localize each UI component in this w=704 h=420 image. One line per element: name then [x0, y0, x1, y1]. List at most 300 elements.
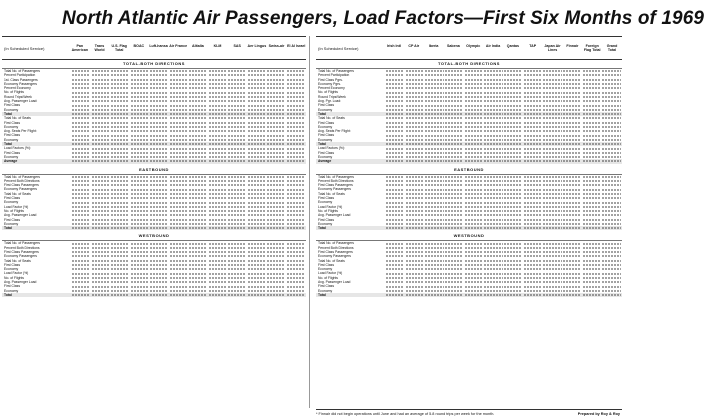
table-cell [386, 143, 404, 145]
table-cell [543, 277, 561, 279]
table-cell [131, 92, 149, 94]
table-cell [386, 273, 404, 275]
table-cell [406, 83, 424, 85]
table-cell [248, 92, 266, 94]
table-cell [543, 148, 561, 150]
table-cell [504, 210, 522, 212]
table-cell [267, 126, 285, 128]
table-cell [543, 223, 561, 225]
table-cell [170, 260, 188, 262]
row-label: Avg. Passenger Load [4, 280, 37, 285]
table-cell [543, 113, 561, 115]
table-cell [524, 92, 542, 94]
table-cell [602, 126, 620, 128]
table-cell [209, 202, 227, 204]
table-cell [267, 180, 285, 182]
table-cell [72, 143, 90, 145]
table-cell [583, 214, 601, 216]
table-cell [602, 148, 620, 150]
table-cell [209, 294, 227, 296]
table-cell [72, 268, 90, 270]
table-cell [170, 251, 188, 253]
table-cell [465, 92, 483, 94]
table-cell [150, 117, 168, 119]
column-header: Olympic [466, 44, 481, 48]
table-cell [228, 105, 246, 107]
table-cell [72, 87, 90, 89]
table-cell [111, 79, 129, 81]
table-cell [131, 223, 149, 225]
table-cell [92, 152, 110, 154]
page-title: North Atlantic Air Passengers, Load Factors—First Six Months of 1969 [62, 8, 704, 29]
table-cell [92, 219, 110, 221]
table-cell [189, 277, 207, 279]
table-cell [386, 139, 404, 141]
table-cell [267, 74, 285, 76]
table-cell [602, 100, 620, 102]
table-cell [602, 193, 620, 195]
table-cell [150, 156, 168, 158]
table-cell [602, 260, 620, 262]
table-cell [445, 135, 463, 137]
table-row [316, 226, 622, 230]
table-cell [583, 223, 601, 225]
table-cell [189, 92, 207, 94]
table-cell [209, 189, 227, 191]
table-cell [543, 92, 561, 94]
table-cell [445, 148, 463, 150]
table-cell [150, 273, 168, 275]
table-cell [248, 277, 266, 279]
table-cell [170, 96, 188, 98]
table-cell [209, 143, 227, 145]
table-cell [425, 264, 443, 266]
table-cell [524, 281, 542, 283]
table-cell [267, 206, 285, 208]
table-cell [524, 214, 542, 216]
table-cell [150, 264, 168, 266]
table-cell [465, 148, 483, 150]
table-cell [484, 105, 502, 107]
table-cell [131, 197, 149, 199]
table-cell [72, 176, 90, 178]
table-cell [406, 286, 424, 288]
table-cell [386, 202, 404, 204]
table-cell [425, 122, 443, 124]
table-cell [189, 143, 207, 145]
table-cell [131, 117, 149, 119]
table-cell [189, 135, 207, 137]
table-cell [72, 255, 90, 257]
table-cell [425, 96, 443, 98]
table-cell [484, 143, 502, 145]
table-cell [445, 268, 463, 270]
table-cell [504, 286, 522, 288]
table-cell [287, 210, 305, 212]
table-cell [72, 109, 90, 111]
table-cell [583, 189, 601, 191]
table-cell [386, 176, 404, 178]
table-cell [406, 79, 424, 81]
table-cell [170, 126, 188, 128]
table-cell [406, 122, 424, 124]
row-cells [72, 226, 306, 230]
table-cell [72, 210, 90, 212]
table-cell [484, 290, 502, 292]
table-cell [111, 227, 129, 229]
table-cell [484, 70, 502, 72]
table-cell [228, 197, 246, 199]
table-cell [72, 105, 90, 107]
table-cell [189, 148, 207, 150]
table-cell [386, 264, 404, 266]
table-cell [543, 219, 561, 221]
column-header: U.S. Flag Total [111, 44, 127, 52]
table-cell [209, 117, 227, 119]
table-cell [72, 243, 90, 245]
table-cell [267, 189, 285, 191]
table-cell [92, 74, 110, 76]
table-cell [386, 255, 404, 257]
table-cell [602, 87, 620, 89]
table-cell [209, 184, 227, 186]
table-cell [150, 268, 168, 270]
table-cell [111, 105, 129, 107]
table-cell [524, 202, 542, 204]
table-cell [445, 113, 463, 115]
table-cell [131, 70, 149, 72]
table-cell [465, 176, 483, 178]
table-cell [543, 206, 561, 208]
table-cell [111, 74, 129, 76]
table-cell [563, 223, 581, 225]
table-cell [484, 189, 502, 191]
table-cell [465, 79, 483, 81]
row-label: First Class [318, 262, 335, 267]
table-cell [131, 193, 149, 195]
table-cell [406, 176, 424, 178]
table-cell [425, 105, 443, 107]
table-cell [267, 83, 285, 85]
table-cell [267, 122, 285, 124]
table-cell [504, 193, 522, 195]
table-cell [92, 260, 110, 262]
table-cell [484, 214, 502, 216]
table-cell [267, 197, 285, 199]
table-cell [111, 206, 129, 208]
table-cell [189, 152, 207, 154]
table-cell [563, 152, 581, 154]
table-cell [504, 113, 522, 115]
table-cell [543, 290, 561, 292]
table-cell [543, 160, 561, 162]
table-cell [484, 113, 502, 115]
column-header: Grand Total [606, 44, 618, 52]
table-cell [92, 96, 110, 98]
table-cell [602, 294, 620, 296]
table-cell [524, 184, 542, 186]
table-cell [465, 281, 483, 283]
table-cell [583, 143, 601, 145]
table-cell [386, 260, 404, 262]
column-header: Finnair [566, 44, 579, 48]
table-cell [228, 243, 246, 245]
row-label: Economy Pgrs. [318, 81, 341, 86]
table-cell [484, 184, 502, 186]
table-cell [386, 74, 404, 76]
table-cell [425, 227, 443, 229]
table-cell [150, 202, 168, 204]
table-cell [189, 255, 207, 257]
row-label: Total No. of Seats [4, 191, 31, 196]
section-heading: WESTBOUND [2, 232, 306, 241]
table-cell [267, 247, 285, 249]
table-cell [131, 83, 149, 85]
table-cell [92, 251, 110, 253]
table-cell [150, 139, 168, 141]
section-heading: TOTAL-BOTH DIRECTIONS [2, 60, 306, 69]
table-cell [583, 255, 601, 257]
table-cell [543, 197, 561, 199]
table-cell [111, 255, 129, 257]
table-cell [484, 156, 502, 158]
table-cell [445, 255, 463, 257]
table-cell [72, 277, 90, 279]
table-cell [583, 184, 601, 186]
table-cell [602, 268, 620, 270]
table-cell [386, 206, 404, 208]
table-row [2, 226, 306, 230]
table-cell [267, 156, 285, 158]
table-cell [111, 202, 129, 204]
row-label: First Class Pgrs. [318, 77, 343, 82]
column-header: KLM [213, 44, 222, 48]
row-label: Total No. of Passengers [4, 69, 40, 73]
row-label: First Class [4, 262, 21, 267]
table-cell [465, 126, 483, 128]
table-cell [386, 117, 404, 119]
table-cell [111, 264, 129, 266]
table-cell [465, 227, 483, 229]
table-cell [583, 148, 601, 150]
table-cell [150, 214, 168, 216]
table-cell [386, 105, 404, 107]
table-cell [445, 193, 463, 195]
table-cell [287, 197, 305, 199]
row-label: Total No. of Seats [318, 116, 345, 121]
row-label: Total No. of Seats [4, 258, 31, 263]
table-cell [386, 184, 404, 186]
table-cell [248, 290, 266, 292]
table-cell [406, 96, 424, 98]
table-cell [524, 227, 542, 229]
table-cell [228, 290, 246, 292]
table-cell [445, 79, 463, 81]
table-cell [189, 251, 207, 253]
table-cell [445, 96, 463, 98]
table-cell [543, 70, 561, 72]
table-cell [111, 189, 129, 191]
table-cell [465, 152, 483, 154]
table-cell [170, 290, 188, 292]
table-cell [170, 273, 188, 275]
table-cell [170, 227, 188, 229]
table-cell [386, 96, 404, 98]
table-cell [543, 143, 561, 145]
table-cell [524, 152, 542, 154]
row-label: Load Factors (%): [4, 146, 31, 151]
table-cell [543, 96, 561, 98]
table-cell [543, 87, 561, 89]
table-cell [602, 109, 620, 111]
footnote [316, 409, 622, 418]
table-cell [287, 189, 305, 191]
table-cell [72, 206, 90, 208]
table-cell [563, 193, 581, 195]
table-cell [209, 100, 227, 102]
table-cell [484, 206, 502, 208]
row-label: Round Trips/Week [4, 94, 32, 99]
table-cell [484, 87, 502, 89]
table-cell [189, 223, 207, 225]
table-cell [563, 294, 581, 296]
table-cell [228, 122, 246, 124]
table-cell [504, 83, 522, 85]
table-cell [287, 286, 305, 288]
table-cell [92, 135, 110, 137]
table-cell [445, 227, 463, 229]
table-cell [602, 180, 620, 182]
table-cell [267, 268, 285, 270]
table-cell [72, 273, 90, 275]
table-cell [189, 189, 207, 191]
column-header: Qantas [506, 44, 519, 48]
table-cell [465, 160, 483, 162]
table-cell [406, 70, 424, 72]
row-label: Avg. Passenger Load [318, 280, 351, 285]
row-label: Load Factor (%) [4, 204, 29, 209]
table-cell [228, 219, 246, 221]
table-cell [150, 286, 168, 288]
table-cell [189, 122, 207, 124]
service-label: (In Scheduled Service) [4, 45, 45, 51]
table-cell [386, 135, 404, 137]
table-cell [465, 223, 483, 225]
table-cell [248, 83, 266, 85]
table-cell [248, 247, 266, 249]
table-cell [583, 290, 601, 292]
row-label: Percent Participation [4, 73, 36, 78]
table-cell [504, 255, 522, 257]
table-cell [504, 202, 522, 204]
table-cell [189, 273, 207, 275]
table-cell [111, 139, 129, 141]
table-cell [170, 79, 188, 81]
table-cell [465, 214, 483, 216]
table-cell [189, 70, 207, 72]
table-cell [170, 206, 188, 208]
table-cell [131, 79, 149, 81]
table-cell [72, 264, 90, 266]
table-cell [425, 74, 443, 76]
table-cell [228, 227, 246, 229]
table-cell [287, 247, 305, 249]
table-cell [228, 113, 246, 115]
table-cell [406, 156, 424, 158]
table-row [316, 159, 622, 163]
table-cell [602, 277, 620, 279]
table-cell [287, 206, 305, 208]
table-cell [406, 227, 424, 229]
table-cell [543, 117, 561, 119]
column-header: Air India [485, 44, 501, 48]
row-label: Avg. Seats Per Flight: [4, 129, 37, 134]
row-label: Economy [4, 288, 19, 293]
table-cell [543, 189, 561, 191]
table-cell [425, 189, 443, 191]
table-cell [484, 100, 502, 102]
table-cell [287, 223, 305, 225]
table-cell [228, 247, 246, 249]
section-gap [316, 297, 622, 299]
table-cell [465, 135, 483, 137]
table-cell [131, 273, 149, 275]
table-cell [425, 139, 443, 141]
table-cell [543, 281, 561, 283]
table-cell [425, 100, 443, 102]
table-cell [563, 143, 581, 145]
table-cell [386, 156, 404, 158]
table-cell [228, 184, 246, 186]
row-label: First Class Passengers [4, 183, 39, 188]
table-cell [72, 100, 90, 102]
table-cell [484, 294, 502, 296]
column-header: Swiss-air [268, 44, 285, 48]
table-cell [92, 139, 110, 141]
table-cell [583, 79, 601, 81]
table-cell [170, 92, 188, 94]
row-label: No. of Flights [4, 208, 24, 213]
table-cell [209, 214, 227, 216]
table-cell [111, 92, 129, 94]
table-cell [583, 113, 601, 115]
table-cell [248, 189, 266, 191]
table-cell [267, 277, 285, 279]
table-cell [228, 126, 246, 128]
table-cell [563, 79, 581, 81]
table-cell [504, 139, 522, 141]
table-cell [504, 152, 522, 154]
table-cell [131, 251, 149, 253]
table-cell [543, 83, 561, 85]
table-cell [484, 117, 502, 119]
row-label: Percent Both Directions [4, 178, 40, 183]
table-cell [209, 109, 227, 111]
table-cell [267, 135, 285, 137]
table-cell [386, 193, 404, 195]
table-cell [465, 219, 483, 221]
table-cell [209, 206, 227, 208]
table-cell [72, 290, 90, 292]
table-cell [170, 160, 188, 162]
table-cell [92, 83, 110, 85]
row-label: Total No. of Passengers [4, 174, 40, 179]
table-cell [170, 139, 188, 141]
table-cell [92, 70, 110, 72]
row-label: No. of Flights [318, 90, 338, 95]
table-cell [248, 180, 266, 182]
table-cell [150, 113, 168, 115]
